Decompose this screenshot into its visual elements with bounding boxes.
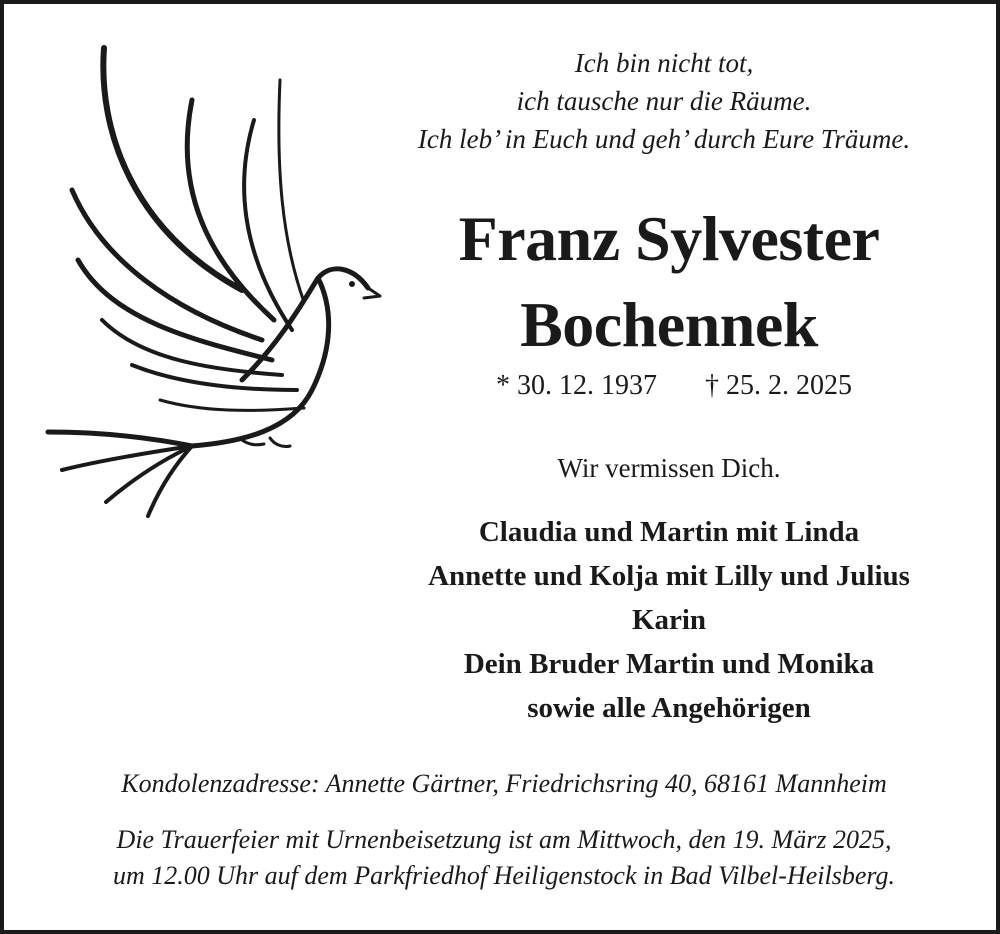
ceremony-info (34, 822, 974, 894)
family-line: Annette und Kolja mit Lilly und Julius (428, 560, 910, 592)
message: Wir vermissen Dich. (557, 453, 781, 483)
birth-date: * 30. 12. 1937 (496, 370, 657, 401)
poem-line: Ich bin nicht tot, (574, 48, 754, 78)
condolence-address: Kondolenzadresse: Annette Gärtner, Friedrichsring 40, 68161 Mannheim (121, 769, 887, 798)
deceased-name (384, 196, 954, 368)
name-line: Bochennek (520, 289, 818, 360)
death-date: † 25. 2. 2025 (705, 370, 852, 401)
name-line: Franz Sylvester (458, 203, 880, 274)
poem (374, 44, 954, 158)
family-line: Karin (631, 604, 707, 636)
poem-line: Ich leb’ in Euch und geh’ durch Eure Träume. (417, 124, 911, 154)
poem-line: ich tausche nur die Räume. (516, 86, 812, 116)
family-line: Dein Bruder Martin und Monika (463, 648, 875, 680)
family-line: Claudia und Martin mit Linda (478, 516, 860, 548)
family-line: sowie alle Angehörigen (527, 692, 811, 724)
ceremony-line: Die Trauerfeier mit Urnenbeisetzung ist am Mittwoch, den 19. März 2025, (116, 825, 892, 854)
ceremony-line: um 12.00 Uhr auf dem Parkfriedhof Heiligenstock in Bad Vilbel-Heilsberg. (112, 861, 896, 890)
dove-icon (42, 40, 382, 520)
family-list (364, 510, 974, 730)
life-dates (424, 368, 924, 404)
